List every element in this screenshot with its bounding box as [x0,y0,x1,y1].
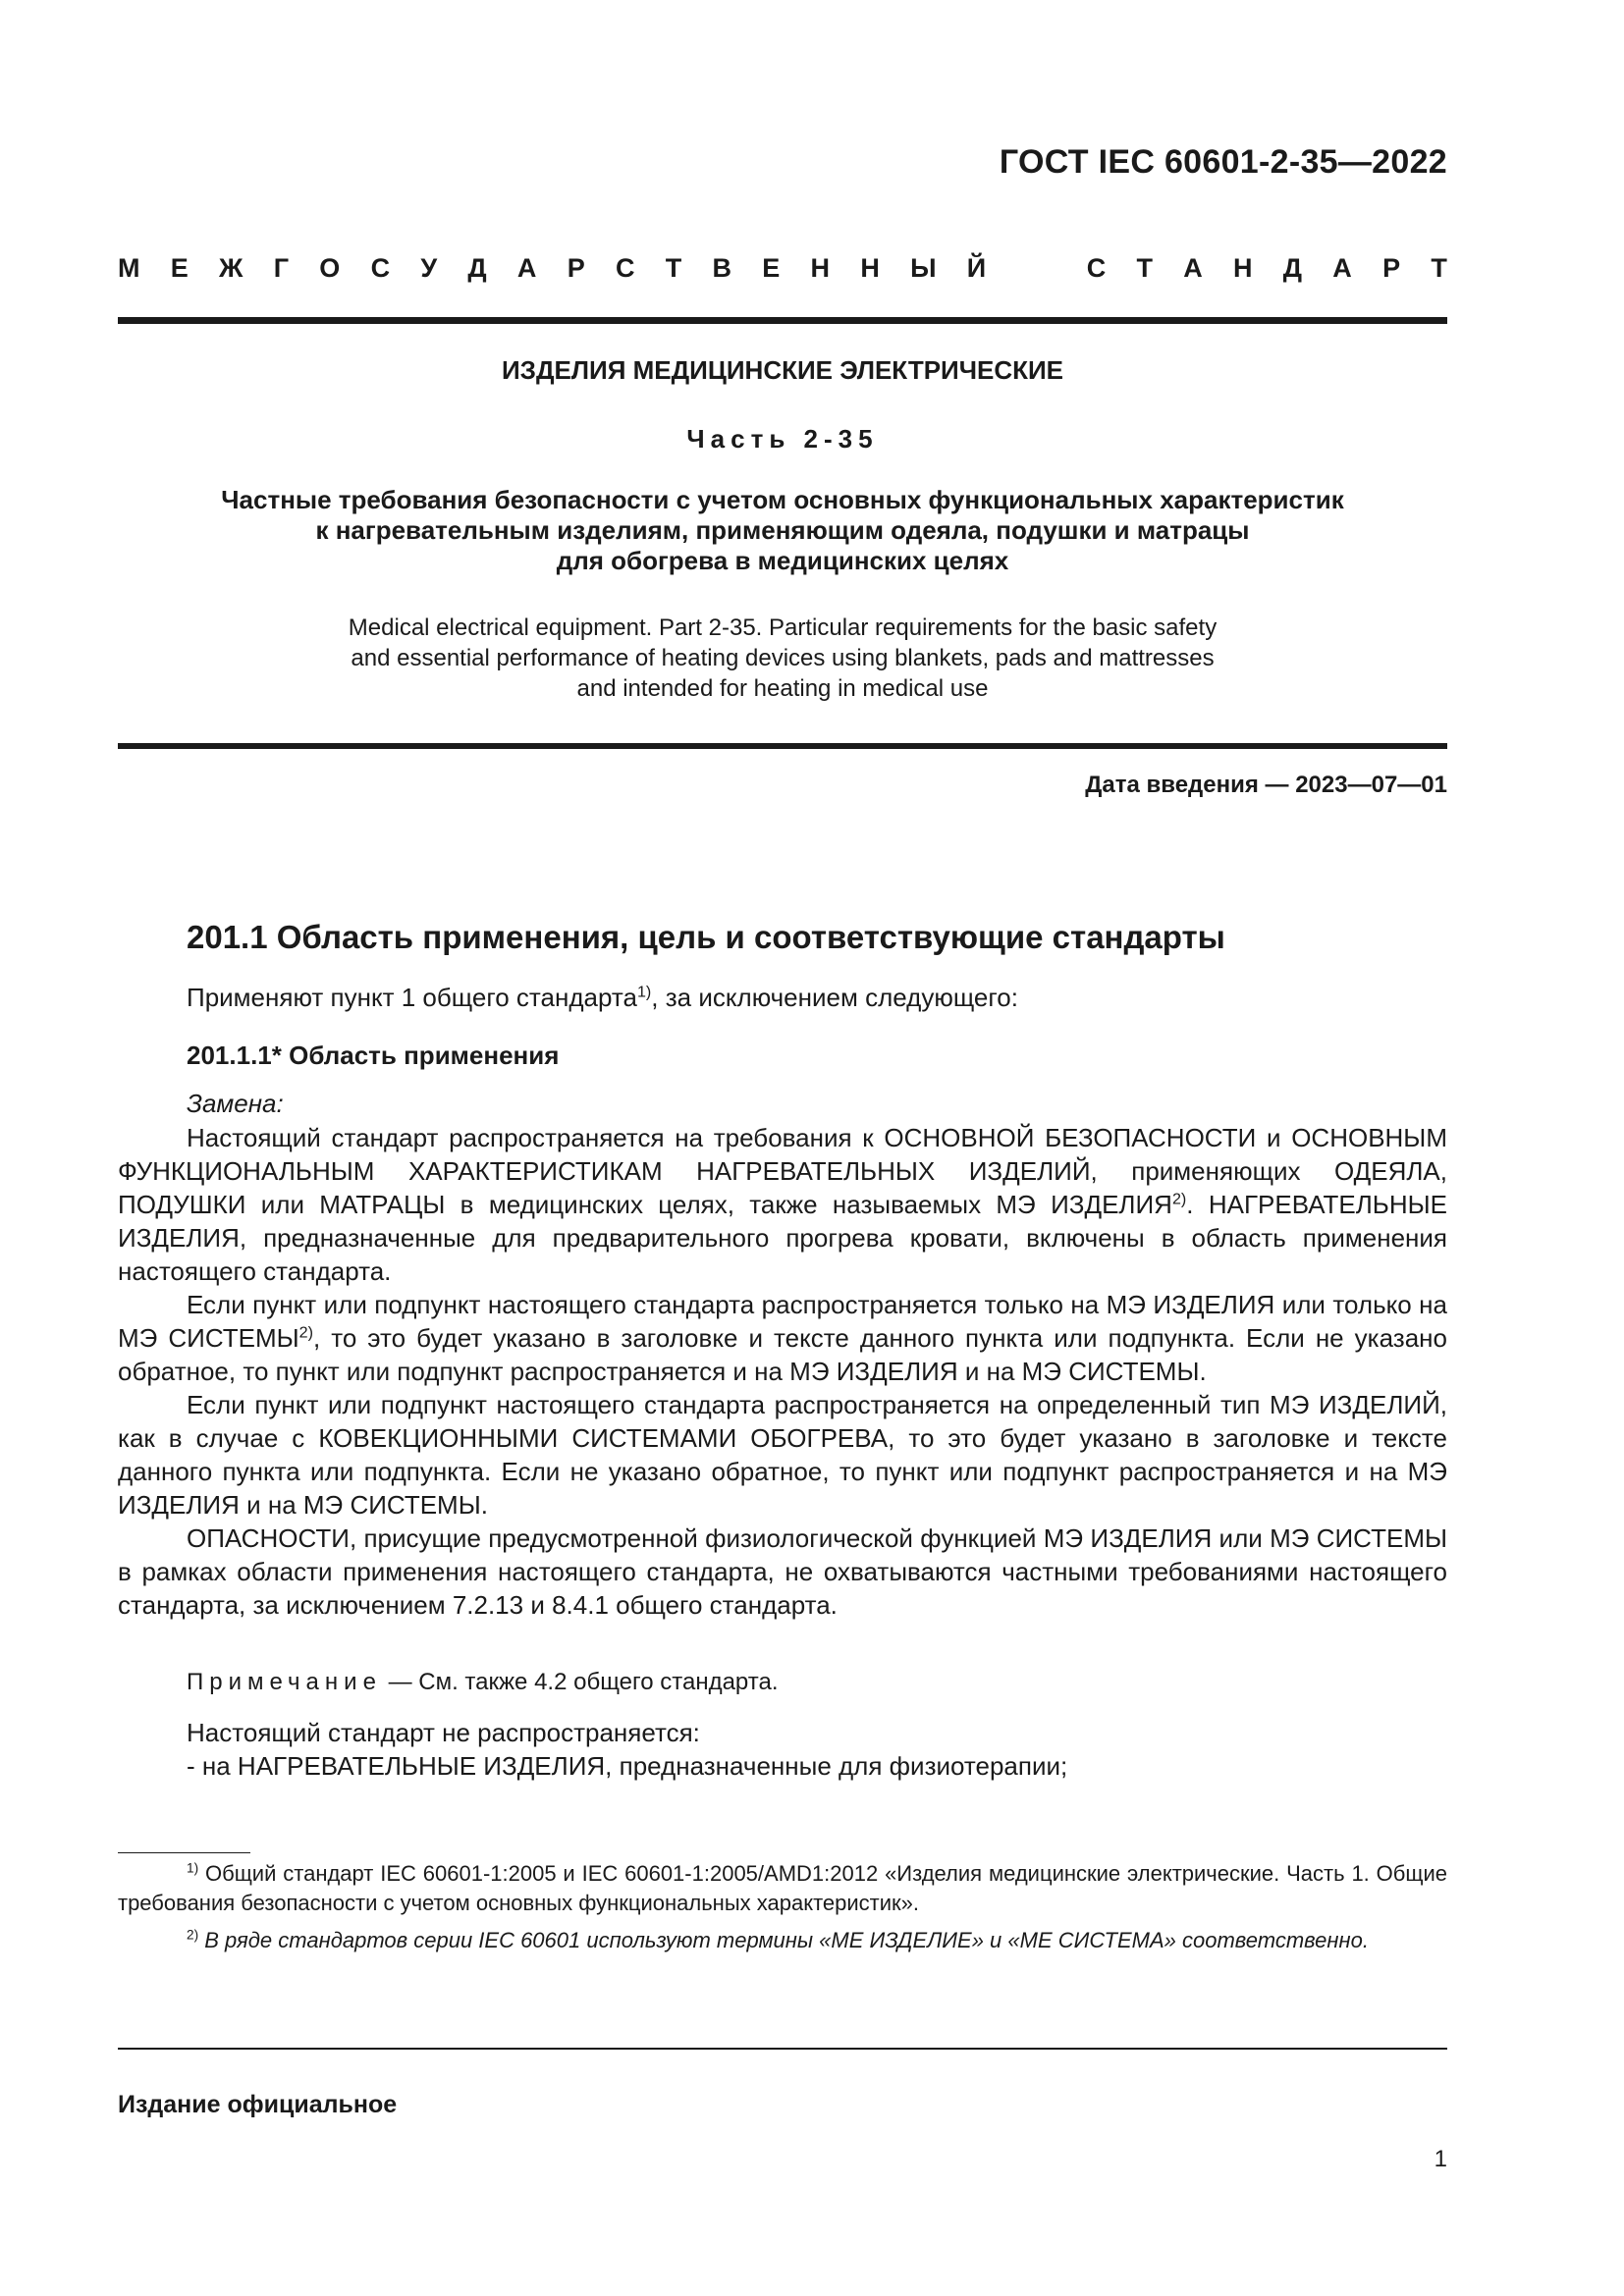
scope-paragraph: ОПАСНОСТИ, присущие предусмотренной физиологической функцией МЭ ИЗДЕЛИЯ или МЭ СИСТЕМЫ в рамках области применения настоящего стандарта, не охватываются частными требованиями настоящего стандарта, за исключением 7.2.13 и 8.4.1 общего стандарта. [118,1523,1447,1620]
subtitle-line: Частные требования безопасности с учетом основных функциональных характеристик [221,485,1344,514]
replacement-label: Замена: [187,1089,284,1118]
subtitle-line: к нагревательным изделиям, применяющим одеяла, подушки и матрацы [315,515,1250,545]
banner-letter: Р [567,253,585,283]
footnote-text: Общий стандарт IEC 60601-1:2005 и IEC 60601-1:2005/AMD1:2012 «Изделия медицинские электрические. Часть 1. Общие требования безопасности с учетом основных функциональных характеристик». [118,1861,1447,1915]
banner-letter: Е [170,253,189,283]
banner-letter: Д [1282,253,1303,283]
banner-letter: С [615,253,635,283]
document-subtitle-ru [118,485,1447,576]
banner-letter: М [118,253,140,283]
exclusion-list-item: - на НАГРЕВАТЕЛЬНЫЕ ИЗДЕЛИЯ, предназначенные для физиотерапии; [187,1751,1068,1781]
applies-text: Применяют пункт 1 общего стандарта [187,983,637,1012]
banner-letter: Г [273,253,290,283]
footnote-ref: 2) [1171,1190,1187,1208]
banner-letter: Д [467,253,487,283]
banner-letter: Ж [219,253,244,283]
header-divider [118,317,1447,324]
banner-letter: В [712,253,731,283]
footnote-separator [118,1852,250,1853]
title-en-line: and intended for heating in medical use [576,675,989,702]
banner-letter: Т [665,253,682,283]
page-number: 1 [1434,2146,1447,2172]
banner-word-gap [1016,253,1056,284]
banner-letter: Т [1431,253,1447,283]
document-title-en [118,613,1447,704]
banner-letter: Й [966,253,987,283]
scope-paragraph [118,1288,1447,1388]
banner-letter: Н [810,253,831,283]
banner-letter: А [1332,253,1352,283]
paragraph-text: Настоящий стандарт распространяется на требования к ОСНОВНОЙ БЕЗОПАСНОСТИ и ОСНОВНЫМ ФУНКЦИОНАЛЬНЫМ ХАРАКТЕРИСТИКАМ НАГРЕВАТЕЛЬНЫХ ИЗДЕЛИЙ, применяющих ОДЕЯЛА, ПОДУШКИ или МАТРАЦЫ в медицинских целях, также называемых МЭ ИЗДЕЛИЯ [118,1123,1447,1219]
banner-letter: Т [1136,253,1153,283]
banner-letter: А [516,253,537,283]
exclusions-intro: Настоящий стандарт не распространяется: [187,1718,700,1747]
banner-letter: Ы [910,253,937,283]
document-title: ИЗДЕЛИЯ МЕДИЦИНСКИЕ ЭЛЕКТРИЧЕСКИЕ [501,355,1064,385]
interstate-standard-banner [118,253,1447,284]
title-en-line: and essential performance of heating devices using blankets, pads and mattresses [351,645,1215,671]
paragraph-text: Если пункт или подпункт настоящего стандарта распространяется только на МЭ ИЗДЕЛИЯ или только на МЭ СИСТЕМЫ [118,1290,1447,1353]
title-en-line: Medical electrical equipment. Part 2-35. Particular requirements for the basic safety [348,614,1218,641]
note [187,1669,779,1696]
footnote-1 [118,1859,1447,1918]
section-heading: 201.1 Область применения, цель и соответствующие стандарты [187,919,1225,955]
footnote-mark: 1) [187,1860,199,1876]
scope-paragraph: Если пункт или подпункт настоящего стандарта распространяется на определенный тип МЭ ИЗДЕЛИЙ, как в случае с КОВЕКЦИОННЫМИ СИСТЕМАМИ ОБОГРЕВА, то это будет указано в заголовке и тексте данного пункта или подпункта. Если не указано обратное, то пункт или подпункт распространяется и на МЭ ИЗДЕЛИЯ и на МЭ СИСТЕМЫ. [118,1390,1447,1520]
banner-letter: С [1086,253,1107,283]
footnote-ref: 2) [298,1323,313,1342]
scope-paragraph [118,1121,1447,1288]
footer-divider [118,2048,1447,2050]
banner-letter: С [370,253,391,283]
footnote-ref: 1) [636,983,652,1001]
footnotes [118,1859,1447,1963]
scope-body [118,1121,1447,1622]
applies-paragraph [187,983,1018,1013]
exclusions-block [187,1716,1067,1783]
paragraph-text: , то это будет указано в заголовке и тексте данного пункта или подпункта. Если не указано обратное, то пункт или подпункт распространяется и на МЭ ИЗДЕЛИЯ и на МЭ СИСТЕМЫ. [118,1323,1447,1386]
introduction-date: Дата введения — 2023—07—01 [1085,772,1447,798]
official-edition-label: Издание официальное [118,2091,398,2118]
banner-letter: Е [762,253,781,283]
document-part: Часть 2-35 [686,424,879,454]
paragraph-text: . НАГРЕВАТЕЛЬНЫЕ ИЗДЕЛИЯ, предназначенные для предварительного прогрева кровати, включены в область применения настоящего стандарта. [118,1190,1447,1286]
banner-letter: Н [860,253,880,283]
banner-letter: Р [1382,253,1401,283]
banner-letter: Н [1233,253,1253,283]
standard-code: ГОСТ IEC 60601-2-35—2022 [999,143,1447,181]
note-label: Примечание [187,1669,382,1695]
footnote-2 [118,1926,1447,1955]
note-text: — См. также 4.2 общего стандарта. [381,1669,779,1695]
banner-letter: О [319,253,341,283]
title-divider [118,743,1447,749]
banner-letter: А [1183,253,1203,283]
applies-text: , за исключением следующего: [651,983,1018,1012]
footnote-mark: 2) [187,1927,199,1943]
subsection-heading: 201.1.1* Область применения [187,1041,560,1070]
footnote-text: В ряде стандартов серии IEC 60601 используют термины «МЕ ИЗДЕЛИЕ» и «МЕ СИСТЕМА» соответственно. [198,1928,1369,1952]
subtitle-line: для обогрева в медицинских целях [556,546,1009,575]
banner-letter: У [420,253,438,283]
